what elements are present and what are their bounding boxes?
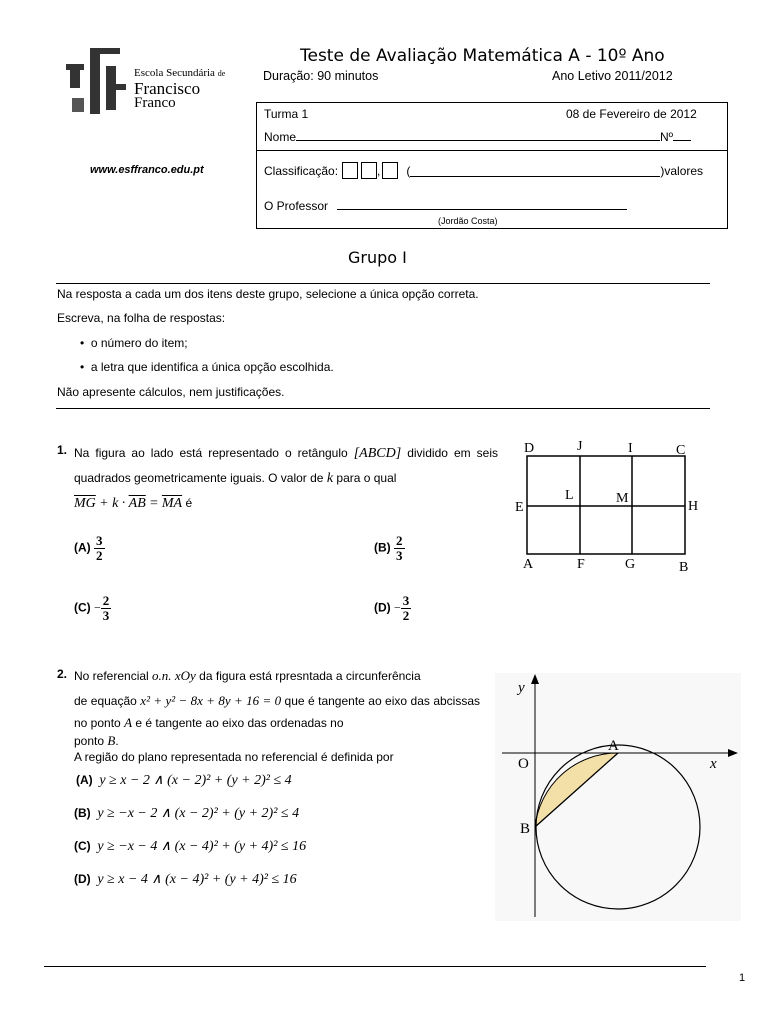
q1-vec-ab: $\overline{AB}$ [128, 496, 146, 511]
grade-digit-box[interactable] [342, 162, 358, 179]
school-name-suffix: de [217, 69, 226, 78]
q1-option-a-num: 3 [96, 533, 103, 548]
q2-text-a: No referencial [74, 669, 149, 683]
q1-option-c[interactable] [74, 594, 111, 623]
q1-label-j: J [577, 439, 583, 454]
q2-label-b: B [520, 821, 531, 837]
bullet-text-2: a letra que identifica a única opção escolhida. [90, 360, 334, 374]
grade-comma: , [377, 163, 381, 178]
q2-option-c[interactable] [74, 838, 306, 855]
instruction-3: Não apresente cálculos, nem justificações. [57, 385, 285, 399]
q1-option-c-den: 3 [102, 608, 110, 623]
q2-equation: x² + y² − 8x + 8y + 16 = 0 [140, 693, 282, 708]
q1-vec-mg: $\overline{MG}$ [74, 496, 96, 511]
logo-mark-icon [64, 44, 136, 120]
q2-text-i: A região do plano representada no referencial é definida por [74, 750, 394, 764]
class-label: Turma 1 [264, 107, 309, 121]
q1-text [74, 441, 498, 516]
q2-option-a-expr: y ≥ x − 2 ∧ (x − 2)² + (y + 2)² ≤ 4 [99, 773, 292, 788]
q1-label-c: C [676, 443, 686, 458]
q1-label-a: A [523, 557, 534, 572]
q1-label-f: F [577, 557, 585, 572]
q1-label-h: H [688, 499, 699, 514]
q2-text-b: da figura está rpresntada a circunferência [199, 669, 421, 683]
q2-text-f: e é tangente ao eixo das ordenadas no [135, 716, 344, 730]
q2-number: 2. [57, 667, 68, 681]
q1-option-b[interactable] [374, 534, 405, 563]
q1-text-a: Na figura ao lado está representado o retângulo [74, 446, 348, 460]
q2-text-end [74, 733, 394, 765]
q1-option-a-label: (A) [74, 540, 91, 555]
q2-option-c-expr: y ≥ −x − 4 ∧ (x − 4)² + (y + 4)² ≤ 16 [97, 839, 307, 854]
school-website[interactable]: www.esffranco.edu.pt [90, 164, 204, 176]
q1-vec-ma: $\overline{MA}$ [161, 496, 183, 511]
q1-option-d[interactable] [374, 594, 411, 623]
q2-option-d-expr: y ≥ x − 4 ∧ (x − 4)² + (y + 4)² ≤ 16 [97, 872, 297, 887]
q2-option-a[interactable] [76, 772, 292, 789]
q1-option-b-den: 3 [396, 548, 403, 563]
q1-eq: = [149, 496, 159, 511]
q2-option-b-label: (B) [74, 806, 91, 820]
q1-option-d-sign: − [394, 600, 401, 615]
q2-on: o.n. [152, 668, 172, 683]
exam-date: 08 de Fevereiro de 2012 [566, 107, 697, 121]
school-name-line1: Escola Secundária [134, 67, 215, 79]
page-number: 1 [739, 972, 746, 984]
q2-option-b[interactable] [74, 805, 299, 822]
instruction-2: Escreva, na folha de respostas: [57, 311, 226, 325]
q1-option-b-num: 2 [396, 533, 403, 548]
grade-open: ( [406, 163, 411, 178]
q1-label-i: I [628, 441, 633, 456]
q2-text-g: ponto [74, 734, 105, 748]
q1-label-l: L [565, 488, 574, 503]
teacher-name: (Jordão Costa) [438, 216, 498, 226]
q2-text-cont [74, 690, 480, 734]
grade-digit-box[interactable] [361, 162, 377, 179]
name-label: Nome [264, 130, 297, 144]
q1-option-b-label: (B) [374, 540, 391, 555]
q1-label-d: D [524, 441, 535, 456]
school-year: Ano Letivo 2011/2012 [552, 69, 673, 83]
q2-text-h: . [115, 734, 119, 748]
q1-rectangle-figure [510, 436, 710, 576]
school-logo [64, 44, 136, 120]
grade-close: )valores [660, 163, 704, 178]
q2-option-a-label: (A) [76, 773, 93, 787]
q2-label-a: A [608, 738, 619, 754]
q2-option-c-label: (C) [74, 839, 91, 853]
grade-label: Classificação: [264, 163, 339, 178]
q2-figure-background [495, 673, 741, 921]
teacher-label: O Professor [264, 199, 329, 213]
q1-rectangle-outline [527, 456, 685, 554]
q1-label-m: M [616, 491, 629, 506]
bullet-item-2: • a letra que identifica a única opção escolhida. [80, 360, 334, 374]
grade-field[interactable] [264, 162, 703, 179]
q1-label-b: B [679, 560, 689, 575]
q2-option-d[interactable] [74, 871, 297, 888]
group-title: Grupo I [348, 248, 407, 267]
q2-label-y: y [518, 680, 525, 696]
q2-label-x: x [710, 756, 717, 772]
bullet-item-1: • o número do item; [80, 336, 188, 350]
instruction-1: Na resposta a cada um dos itens deste grupo, selecione a única opção correta. [57, 287, 479, 301]
q1-option-d-den: 2 [402, 608, 410, 623]
q1-option-a-den: 2 [96, 548, 103, 563]
q2-text-e: das abcissas no ponto [74, 694, 481, 730]
teacher-field[interactable] [264, 199, 627, 213]
q1-plus-k: + k · [99, 496, 126, 511]
exam-duration: Duração: 90 minutos [263, 69, 379, 83]
q1-rect: [ABCD] [353, 446, 402, 461]
q1-text-b: dividido em [407, 446, 471, 460]
q1-option-a[interactable] [74, 534, 105, 563]
name-field[interactable] [264, 130, 691, 144]
q1-text-d: para o qual [336, 471, 397, 485]
grade-decimal-box[interactable] [382, 162, 398, 179]
q2-text-d: que é tangente ao eixo [284, 694, 408, 708]
q2-text [74, 664, 480, 688]
q1-text-c: seis quadrados geometricamente iguais. O valor de [74, 446, 498, 485]
q1-label-e: E [515, 500, 524, 515]
q1-option-c-sign: − [94, 600, 101, 615]
q1-label-g: G [625, 557, 636, 572]
school-name-line3: Franco [134, 95, 176, 111]
bullet-text-1: o número do item; [90, 336, 188, 350]
q1-text-e: é [185, 496, 193, 510]
q2-point-b: B [107, 733, 116, 748]
q2-point-a: A [124, 715, 133, 730]
page-title: Teste de Avaliação Matemática A - 10º Ano [300, 46, 665, 66]
number-label: Nº [660, 130, 674, 144]
q2-circle-figure [494, 672, 742, 922]
q2-xoy: xOy [174, 668, 196, 683]
q1-option-c-label: (C) [74, 600, 91, 615]
q2-label-o: O [518, 756, 529, 772]
q2-option-d-label: (D) [74, 872, 91, 886]
school-name [134, 66, 244, 109]
q2-option-b-expr: y ≥ −x − 2 ∧ (x − 2)² + (y + 2)² ≤ 4 [97, 806, 300, 821]
q1-number: 1. [57, 443, 68, 457]
q1-option-d-label: (D) [374, 600, 391, 615]
q1-option-c-num: 2 [102, 593, 110, 608]
school-name-line2: Francisco [134, 79, 201, 98]
q2-text-c: de equação [74, 694, 137, 708]
q1-option-d-num: 3 [402, 593, 410, 608]
q1-k: k [326, 471, 334, 486]
